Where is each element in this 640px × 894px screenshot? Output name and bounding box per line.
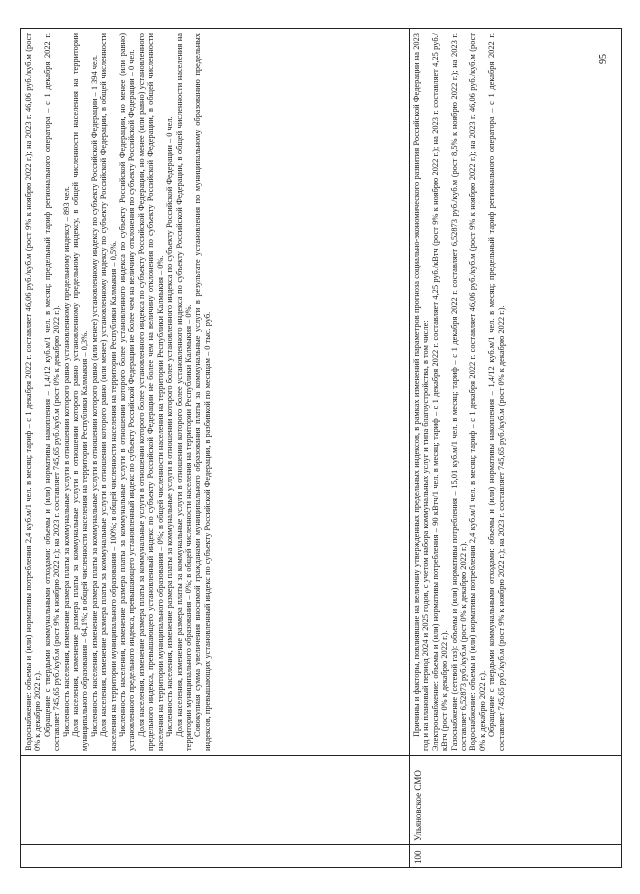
paragraph: Совокупная сумма увеличения вносимой гражданами муниципального образования платы за коммунальные услуги в результате установления по муниципальному образованию предельных индексов, превышающих установленный индекс по субъекту Российской Федерации, в разбивкой по месяцам – 0 тыс. руб. [193,33,212,751]
paragraph: Газоснабжение (сетевой газ): объемы и (или) нормативы потребления – 15,01 куб.м/1 чел. в месяц; тариф – с 1 декабря 2022 г. составляет 6,52873 руб./куб.м (рост 8,5% к ноябрю 2022 г.); на 2023 г. составляет 6,52873 руб./куб.м (рост 0% к декабрю 2022 г.). [449,33,469,751]
prev-row-text [24,33,407,751]
rotated-table-container [20,28,622,868]
paragraph: Доля населения, изменение размера платы за коммунальные услуги в отношении которого более установленного индекса по субъекту Российской Федерации, в общей численности населения на территории муниципального образования – 0%; в общей численности населения на территории Республики Калмыкия – 0%. [174,33,193,751]
table-frame [20,28,622,868]
paragraph: Причины и факторы, повлиявшие на величину утвержденных предельных индексов, в рамках изменений параметров прогноза социально-экономического развития Российской Федерации на 2023 год и на плановый период 2024 и 2025 годов, с учетом набора коммунальных услуг и типа благоустройства, в том числе: [412,33,431,751]
paragraph: Численность населения, изменение размера платы за коммунальные услуги в отношении которого равно установленному предельному индексу – 893 чел. [61,186,71,737]
row100-text [412,33,620,751]
row-number: 100 [413,850,423,864]
paragraph: Водоснабжение: объемы и (или) нормативы потребления 2,4 куб.м/1 чел. в месяц; тариф – с 1 декабря 2022 г. составляет 46,06 руб./куб.м (рост 9% к ноябрю 2022 г.); на 2023 г. 46,06 руб./куб.м (рост 0% к декабрю 2022 г.). [24,33,43,751]
paragraph: Доля населения, изменение размера платы за коммунальные услуги в отношении которого равно установленному предельному индексу, в общей численности населения на территории муниципального образования – 64,1%; в общей численности населения на территории Республики Калмыкия – 0,3%. [71,33,90,751]
column-divider-name [21,755,621,756]
column-divider-number [21,844,621,845]
paragraph: Доля населения, изменение размера платы за коммунальные услуги в отношении которого равно (или менее) установленному индексу по субъекту Российской Федерации, в общей численности населения на территории муниципального образования – 100%; в общей численности населения на территории Республики Калмыкия – 0,5%. [99,33,118,751]
paragraph: Численность населения, изменение размера платы за коммунальные услуги в отношении которого более установленного индекса по субъекту Российской Федерации, но менее (или равно) установленного предельного индекса, превышающего установленный индекс по субъекту Российской Федерации не более чем на величину отклонения по субъекту Российской Федерации – 0 чел. [118,33,137,751]
paragraph: Обращение с твердыми коммунальными отходами: объемы и (или) нормативы накопления – 1,4/12 куб.м/1 чел. в месяц; предельный тариф регионального оператора – с 1 декабря 2022 г. составляет 745,65 руб./куб.м (рост 9% к ноябрю 2022 г.); на 2023 г. составляет 745,65 руб./куб.м (рост 0% к декабрю 2022 г.). [487,33,506,751]
municipality-name: Ульяновское СМО [413,770,423,841]
paragraph: Численность населения, изменение размера платы за коммунальные услуги в отношении которого более установленного индекса по субъекту Российской Федерации – 0 чел. [165,116,175,737]
paragraph: Электроснабжение: объемы и (или) нормативы потребления – 90 кВтч/1 чел. в месяц; тариф – с 1 декабря 2022 г. составляет 4,25 руб./кВтч (рост 9% к ноябрю 2022 г.); на 2023 г. составляет 4,25 руб./кВтч (рост 0% к декабрю 2022 г.). [430,33,450,751]
paragraph: Доля населения, изменение размера платы за коммунальные услуги в отношении которого более установленного индекса по субъекту Российской Федерации, но менее (или равно) установленного предельного индекса, превышающего установленный индекс по субъекту Российской Федерации не более чем на величину отклонения по субъекту Российской Федерации, в общей численности населения на территории муниципального образования – 0%; в общей численности населения на территории Республики Калмыкия – 0%. [136,33,165,751]
row-divider [409,29,410,867]
page-number: 95 [598,54,609,64]
paragraph: Численность населения, изменение размера платы за коммунальные услуги в отношении которого равно (или менее) установленному индексу по субъекту Российской Федерации – 1 394 чел. [89,55,99,737]
paragraph: Обращение с твердыми коммунальными отходами: объемы и (или) нормативы накопления – 1,4/12 куб.м/1 чел. в месяц; предельный тариф регионального оператора – с 1 декабря 2022 г. составляет 745,65 руб./куб.м (рост 9% к ноябрю 2022 г.); на 2023 г. составляет 745,65 руб./куб.м (рост 0% к декабрю 2022 г.). [42,33,62,751]
paragraph: Водоснабжение: объемы и (или) нормативы потребления 2,4 куб.м/1 чел. в месяц; тариф – с 1 декабря 2022 г. составляет 46,06 руб./куб.м (рост 9% к ноябрю 2022 г.); на 2023 г. 46,06 руб./куб.м (рост 0% к декабрю 2022 г.). [468,33,487,751]
